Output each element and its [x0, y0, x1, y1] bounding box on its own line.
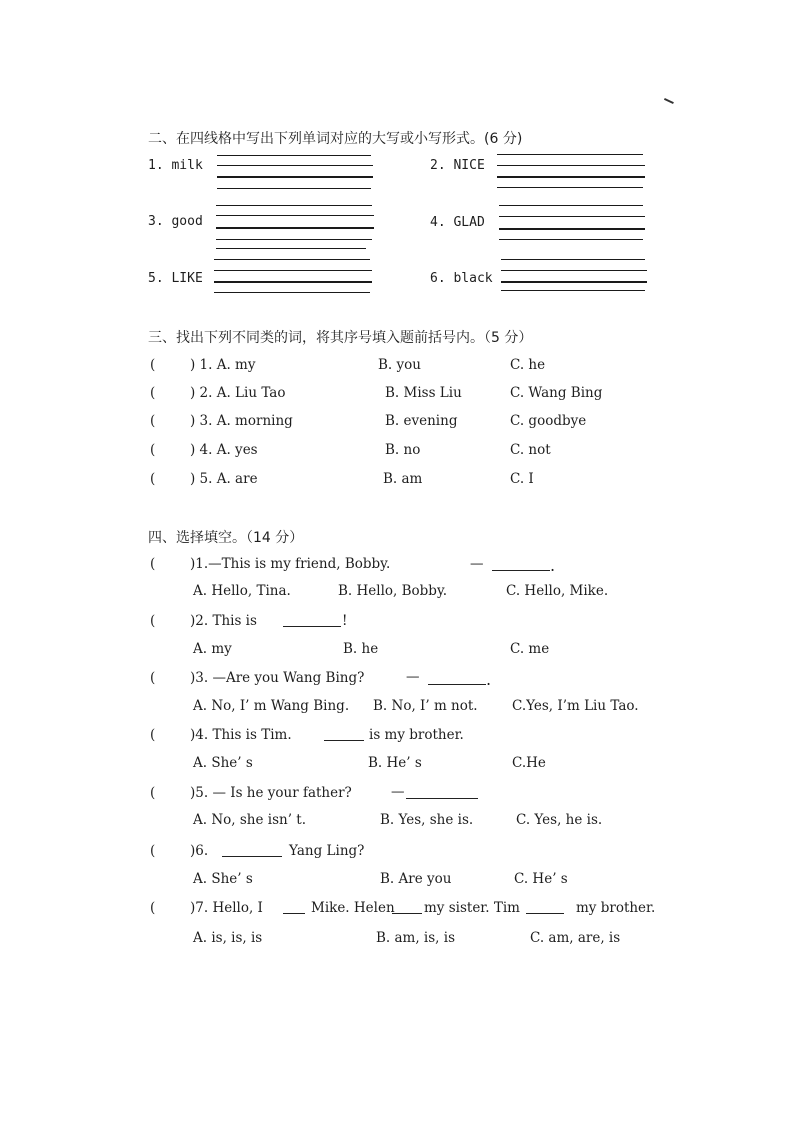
s3-q5-option-c: C. I — [510, 471, 534, 487]
q6-end: Yang Ling? — [289, 843, 365, 859]
q7-part-4: my brother. — [576, 900, 656, 916]
q5-option-b: B. Yes, she is. — [380, 812, 474, 828]
q1-option-b: B. Hello, Bobby. — [338, 583, 448, 599]
q6-option-a: A. She’ s — [193, 871, 253, 887]
q1-blank[interactable]: . — [492, 556, 555, 575]
answer-paren[interactable]: ( — [150, 900, 156, 916]
q4-option-c: C.He — [512, 755, 546, 771]
section-4-title: 四、选择填空。（14 分） — [148, 530, 304, 546]
q1-reply-dash: — — [470, 556, 484, 572]
q3-option-b: B. No, I’ m not. — [373, 698, 478, 714]
s3-q1-option-a: ) 1. A. my — [190, 357, 256, 373]
four-line-grid-1[interactable] — [217, 155, 373, 195]
q7-part-3: my sister. Tim — [424, 900, 520, 916]
q4-option-b: B. He’ s — [368, 755, 422, 771]
q7-part-2: Mike. Helen — [311, 900, 395, 916]
s3-q4-option-c: C. not — [510, 442, 551, 458]
answer-paren[interactable]: ( — [150, 613, 156, 629]
s3-q4-option-b: B. no — [385, 442, 421, 458]
word-good: 3. good — [148, 214, 203, 229]
q7-stem: )7. Hello, I — [190, 900, 263, 916]
answer-paren[interactable]: ( — [150, 785, 156, 801]
s3-q3-option-c: C. goodbye — [510, 413, 587, 429]
section-2-title: 二、在四线格中写出下列单词对应的大写或小写形式。(6 分) — [148, 131, 523, 147]
q5-stem: )5. — Is he your father? — [190, 785, 352, 801]
four-line-grid-5[interactable] — [214, 259, 372, 299]
answer-paren[interactable]: ( — [150, 413, 156, 429]
s3-q1-option-c: C. he — [510, 357, 546, 373]
word-black: 6. black — [430, 271, 493, 286]
q1-option-c: C. Hello, Mike. — [506, 583, 609, 599]
four-line-grid-3[interactable] — [216, 205, 374, 251]
q7-blank-1[interactable] — [283, 899, 305, 918]
q2-option-b: B. he — [343, 641, 379, 657]
q5-option-a: A. No, she isn’ t. — [193, 812, 306, 828]
s3-q2-option-a: ) 2. A. Liu Tao — [190, 385, 286, 401]
q2-end: ! — [342, 613, 348, 629]
q2-option-a: A. my — [193, 641, 232, 657]
s3-q2-option-c: C. Wang Bing — [510, 385, 603, 401]
q4-stem: )4. This is Tim. — [190, 727, 292, 743]
q4-end: is my brother. — [369, 727, 464, 743]
word-glad: 4. GLAD — [430, 215, 485, 230]
s3-q3-option-a: ) 3. A. morning — [190, 413, 293, 429]
s3-q4-option-a: ) 4. A. yes — [190, 442, 258, 458]
q4-option-a: A. She’ s — [193, 755, 253, 771]
q5-reply-dash: — — [391, 784, 405, 800]
four-line-grid-6[interactable] — [501, 259, 647, 299]
q6-option-b: B. Are you — [380, 871, 452, 887]
s3-q1-option-b: B. you — [378, 357, 421, 373]
answer-paren[interactable]: ( — [150, 442, 156, 458]
s3-q5-option-b: B. am — [383, 471, 423, 487]
q2-option-c: C. me — [510, 641, 550, 657]
answer-paren[interactable]: ( — [150, 670, 156, 686]
four-line-grid-4[interactable] — [499, 205, 645, 245]
q6-stem: )6. — [190, 843, 209, 859]
q3-stem: )3. —Are you Wang Bing? — [190, 670, 365, 686]
q7-option-a: A. is, is, is — [193, 930, 263, 946]
q7-option-c: C. am, are, is — [530, 930, 621, 946]
q1-stem: )1.—This is my friend, Bobby. — [190, 556, 391, 572]
q5-option-c: C. Yes, he is. — [516, 812, 603, 828]
q2-blank[interactable] — [283, 612, 341, 631]
stray-mark — [664, 98, 674, 104]
answer-paren[interactable]: ( — [150, 357, 156, 373]
answer-paren[interactable]: ( — [150, 471, 156, 487]
s3-q2-option-b: B. Miss Liu — [385, 385, 462, 401]
four-line-grid-2[interactable] — [497, 154, 645, 194]
s3-q5-option-a: ) 5. A. are — [190, 471, 258, 487]
q7-option-b: B. am, is, is — [376, 930, 456, 946]
word-nice: 2. NICE — [430, 158, 485, 173]
answer-paren[interactable]: ( — [150, 385, 156, 401]
answer-paren[interactable]: ( — [150, 727, 156, 743]
q7-blank-2[interactable] — [392, 899, 422, 918]
q7-blank-3[interactable] — [526, 899, 564, 918]
q4-blank[interactable] — [324, 726, 364, 745]
q6-option-c: C. He’ s — [514, 871, 568, 887]
q5-blank[interactable] — [406, 784, 478, 803]
s3-q3-option-b: B. evening — [385, 413, 458, 429]
word-milk: 1. milk — [148, 158, 203, 173]
word-like: 5. LIKE — [148, 271, 203, 286]
answer-paren[interactable]: ( — [150, 843, 156, 859]
q3-blank[interactable]: . — [428, 670, 491, 689]
q2-stem: )2. This is — [190, 613, 257, 629]
q3-option-a: A. No, I’ m Wang Bing. — [193, 698, 350, 714]
q3-option-c: C.Yes, I’m Liu Tao. — [512, 698, 639, 714]
answer-paren[interactable]: ( — [150, 556, 156, 572]
q6-blank[interactable] — [222, 842, 282, 861]
q1-option-a: A. Hello, Tina. — [193, 583, 291, 599]
q3-reply-dash: — — [406, 669, 420, 685]
section-3-title: 三、找出下列不同类的词，将其序号填入题前括号内。（5 分） — [148, 330, 533, 346]
